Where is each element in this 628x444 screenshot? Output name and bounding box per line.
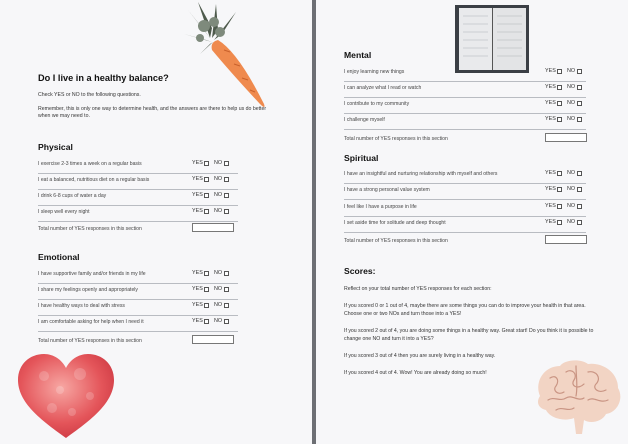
page-fold <box>312 0 316 444</box>
score-3-text: If you scored 3 out of 4 then you are surely living in a healthy way. <box>344 353 496 359</box>
question-text: I sleep well every night <box>38 209 90 215</box>
question-row <box>38 316 238 332</box>
question-text: I have healthy ways to deal with stress <box>38 303 125 309</box>
no-option: NO <box>214 286 229 292</box>
no-checkbox[interactable] <box>224 319 229 324</box>
no-checkbox[interactable] <box>577 117 582 122</box>
question-text: I share my feelings openly and appropriately <box>38 287 138 293</box>
yes-checkbox[interactable] <box>557 101 562 106</box>
question-text: I feel like I have a purpose in life <box>344 204 417 210</box>
question-row <box>344 98 586 114</box>
brain-image <box>526 356 626 438</box>
no-option: NO <box>214 160 229 166</box>
yes-option: YES <box>192 208 209 214</box>
yes-checkbox[interactable] <box>204 287 209 292</box>
question-row <box>344 82 586 98</box>
yes-checkbox[interactable] <box>204 303 209 308</box>
yes-option: YES <box>192 318 209 324</box>
total-row <box>38 335 238 351</box>
yes-checkbox[interactable] <box>204 319 209 324</box>
no-option: NO <box>214 176 229 182</box>
no-checkbox[interactable] <box>577 85 582 90</box>
yes-checkbox[interactable] <box>204 177 209 182</box>
question-text: I have an insightful and nurturing relationship with myself and others <box>344 171 498 177</box>
question-row <box>38 284 238 300</box>
no-checkbox[interactable] <box>577 204 582 209</box>
yes-option: YES <box>192 160 209 166</box>
heart-image <box>14 352 118 440</box>
remember-text: Remember, this is only one way to determine health, and the answers are there to help us do better when we may need to. <box>38 106 267 120</box>
no-option: NO <box>567 203 582 209</box>
yes-option: YES <box>192 192 209 198</box>
no-checkbox[interactable] <box>577 69 582 74</box>
question-row <box>38 174 238 190</box>
question-text: I exercise 2-3 times a week on a regular basis <box>38 161 142 167</box>
no-checkbox[interactable] <box>577 220 582 225</box>
question-row <box>38 190 238 206</box>
no-option: NO <box>567 170 582 176</box>
yes-option: YES <box>545 170 562 176</box>
question-text: I have supportive family and/or friends in my life <box>38 271 146 277</box>
yes-checkbox[interactable] <box>204 271 209 276</box>
no-checkbox[interactable] <box>577 187 582 192</box>
no-option: NO <box>567 186 582 192</box>
question-text: I can analyze what I read or watch <box>344 85 422 91</box>
total-input[interactable] <box>192 335 234 344</box>
yes-option: YES <box>545 68 562 74</box>
yes-checkbox[interactable] <box>557 85 562 90</box>
scores-heading: Scores: <box>344 266 376 276</box>
yes-checkbox[interactable] <box>204 193 209 198</box>
total-row <box>344 133 586 149</box>
yes-checkbox[interactable] <box>557 204 562 209</box>
no-option: NO <box>214 270 229 276</box>
no-option: NO <box>214 192 229 198</box>
question-row <box>38 300 238 316</box>
no-checkbox[interactable] <box>224 271 229 276</box>
question-text: I contribute to my community <box>344 101 410 107</box>
no-option: NO <box>214 302 229 308</box>
scores-intro: Reflect on your total number of YES responses for each section: <box>344 286 492 292</box>
no-option: NO <box>567 68 582 74</box>
total-label: Total number of YES responses in this section <box>344 238 448 244</box>
yes-option: YES <box>545 116 562 122</box>
question-row <box>38 158 238 174</box>
total-input[interactable] <box>545 133 587 142</box>
no-checkbox[interactable] <box>577 101 582 106</box>
yes-checkbox[interactable] <box>557 69 562 74</box>
yes-option: YES <box>545 186 562 192</box>
no-checkbox[interactable] <box>577 171 582 176</box>
yes-option: YES <box>192 302 209 308</box>
physical-heading: Physical <box>38 142 73 152</box>
emotional-heading: Emotional <box>38 252 80 262</box>
no-option: NO <box>567 100 582 106</box>
yes-checkbox[interactable] <box>557 117 562 122</box>
no-option: NO <box>567 116 582 122</box>
yes-option: YES <box>545 100 562 106</box>
question-row <box>344 168 586 184</box>
question-text: I drink 6-8 cups of water a day <box>38 193 107 199</box>
no-checkbox[interactable] <box>224 303 229 308</box>
question-text: I eat a balanced, nutritious diet on a regular basis <box>38 177 150 183</box>
question-row <box>38 206 238 222</box>
total-label: Total number of YES responses in this section <box>38 226 142 232</box>
page-title: Do I live in a healthy balance? <box>38 73 169 83</box>
yes-option: YES <box>192 270 209 276</box>
total-row <box>38 223 238 239</box>
question-text: I enjoy learning new things <box>344 69 405 75</box>
yes-option: YES <box>192 176 209 182</box>
question-text: I have a strong personal value system <box>344 187 430 193</box>
yes-option: YES <box>545 84 562 90</box>
instruction-text: Check YES or NO to the following questions. <box>38 92 141 98</box>
no-checkbox[interactable] <box>224 177 229 182</box>
no-option: NO <box>214 208 229 214</box>
total-label: Total number of YES responses in this section <box>344 136 448 142</box>
question-row <box>344 217 586 233</box>
book-image <box>452 2 532 76</box>
yes-checkbox[interactable] <box>204 161 209 166</box>
score-2-text: If you scored 2 out of 4, you are doing some things in a healthy way. Great start! Do you think it is possible to change one NO and turn it into a YES? <box>344 328 594 342</box>
question-row <box>344 201 586 217</box>
no-option: NO <box>567 84 582 90</box>
score-4-text: If you scored 4 out of 4. Wow! You are already doing so much! <box>344 370 487 376</box>
no-option: NO <box>214 318 229 324</box>
yes-checkbox[interactable] <box>557 171 562 176</box>
yes-option: YES <box>192 286 209 292</box>
yes-option: YES <box>545 219 562 225</box>
no-checkbox[interactable] <box>224 193 229 198</box>
yes-checkbox[interactable] <box>557 220 562 225</box>
yes-checkbox[interactable] <box>204 209 209 214</box>
question-text: I challenge myself <box>344 117 385 123</box>
total-input[interactable] <box>545 235 587 244</box>
question-row <box>344 114 586 130</box>
question-row <box>344 184 586 200</box>
total-input[interactable] <box>192 223 234 232</box>
question-text: I set aside time for solitude and deep thought <box>344 220 446 226</box>
no-checkbox[interactable] <box>224 161 229 166</box>
spiritual-heading: Spiritual <box>344 153 379 163</box>
yes-checkbox[interactable] <box>557 187 562 192</box>
question-row <box>344 66 586 82</box>
total-label: Total number of YES responses in this section <box>38 338 142 344</box>
question-text: I am comfortable asking for help when I need it <box>38 319 144 325</box>
no-checkbox[interactable] <box>224 287 229 292</box>
no-checkbox[interactable] <box>224 209 229 214</box>
score-0-1-text: If you scored 0 or 1 out of 4, maybe there are some things you can do to improve your health in that area. Choose one or two NOs and turn those into a YES! <box>344 303 586 317</box>
question-row <box>38 268 238 284</box>
no-option: NO <box>567 219 582 225</box>
mental-heading: Mental <box>344 50 372 60</box>
total-row <box>344 235 586 251</box>
yes-option: YES <box>545 203 562 209</box>
